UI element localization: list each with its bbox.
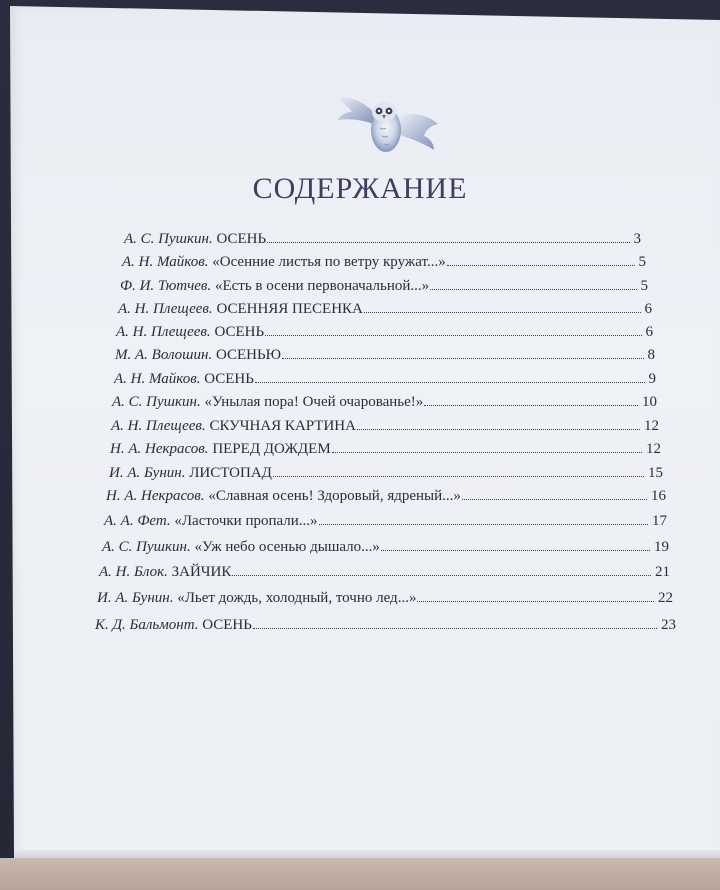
- toc-page-number: 12: [646, 441, 661, 457]
- dot-leader: [265, 334, 641, 336]
- dot-leader: [273, 475, 644, 477]
- toc-author: А. С. Пушкин.: [124, 231, 213, 247]
- toc-entry: [102, 534, 669, 556]
- dot-leader: [267, 241, 629, 243]
- dot-leader: [357, 428, 640, 430]
- toc-title: ОСЕННЯЯ ПЕСЕНКА: [216, 301, 363, 317]
- toc-author: Н. А. Некрасов.: [110, 441, 209, 457]
- dot-leader: [253, 627, 657, 629]
- dot-leader: [417, 600, 654, 602]
- toc-author: А. Н. Майков.: [122, 254, 209, 270]
- page-title: СОДЕРЖАНИЕ: [252, 172, 468, 205]
- toc-title: «Осенние листья по ветру кружат...»: [212, 254, 446, 270]
- toc-page-number: 17: [652, 513, 667, 529]
- toc-title: «Унылая пора! Очей очарованье!»: [204, 394, 424, 410]
- toc-title: ОСЕНЬ: [214, 324, 265, 340]
- toc-page-number: 6: [645, 324, 653, 340]
- dot-leader: [364, 311, 641, 313]
- toc-page-number: 3: [633, 231, 641, 247]
- toc-title: ЛИСТОПАД: [189, 465, 272, 481]
- toc-entry: [97, 585, 673, 607]
- toc-page-number: 10: [642, 394, 657, 410]
- toc-page-number: 5: [638, 254, 646, 270]
- dot-leader: [424, 404, 638, 406]
- toc-title: «Славная осень! Здоровый, ядреный...»: [208, 488, 461, 504]
- toc-page-number: 16: [651, 488, 666, 504]
- toc-page-number: 9: [648, 371, 656, 387]
- toc-title: «Есть в осени первоначальной...»: [214, 278, 430, 294]
- toc-entry: [124, 226, 641, 248]
- toc-page-number: 8: [647, 347, 655, 363]
- dot-leader: [381, 549, 650, 551]
- toc-entry: [116, 319, 653, 341]
- toc-author: К. Д. Бальмонт.: [95, 617, 199, 633]
- toc-entry: [106, 483, 666, 505]
- dot-leader: [232, 574, 651, 576]
- toc-entry: [110, 436, 661, 458]
- toc-author: Ф. И. Тютчев.: [120, 278, 212, 294]
- toc-entry: [104, 508, 667, 530]
- toc-author: А. С. Пушкин.: [112, 394, 201, 410]
- dot-leader: [255, 381, 645, 383]
- toc-title: СКУЧНАЯ КАРТИНА: [209, 418, 356, 434]
- toc-title: ОСЕНЬ: [202, 617, 252, 633]
- dot-leader: [447, 264, 635, 266]
- toc-author: А. Н. Майков.: [114, 371, 201, 387]
- toc-entry: [120, 273, 648, 295]
- toc-author: И. А. Бунин.: [97, 590, 174, 606]
- toc-author: А. Н. Плещеев.: [118, 301, 213, 317]
- toc-page-number: 23: [661, 617, 676, 633]
- toc-author: А. А. Фет.: [104, 513, 171, 529]
- toc-author: И. А. Бунин.: [109, 465, 186, 481]
- toc-title: «Ласточки пропали...»: [174, 513, 318, 529]
- toc-author: А. Н. Плещеев.: [111, 418, 206, 434]
- toc-page-number: 19: [654, 539, 669, 555]
- toc-title: «Льет дождь, холодный, точно лед...»: [177, 590, 417, 606]
- toc-page-number: 22: [658, 590, 673, 606]
- toc-entry: [112, 389, 657, 411]
- toc-title: ОСЕНЬ: [216, 231, 267, 247]
- toc-title: ОСЕНЬ: [204, 371, 254, 387]
- toc-author: А. С. Пушкин.: [102, 539, 191, 555]
- toc-entry: [115, 342, 655, 364]
- toc-title: «Уж небо осенью дышало...»: [194, 539, 380, 555]
- toc-page-number: 5: [640, 278, 648, 294]
- dot-leader: [430, 288, 636, 290]
- toc-author: М. А. Волошин.: [115, 347, 213, 363]
- dot-leader: [332, 451, 642, 453]
- toc-page-number: 6: [644, 301, 652, 317]
- toc-page-number: 15: [648, 465, 663, 481]
- toc-page-number: 21: [655, 564, 670, 580]
- toc-page-number: 12: [644, 418, 659, 434]
- dot-leader: [319, 523, 648, 525]
- toc-entry: [122, 249, 646, 271]
- toc-title: ЗАЙЧИК: [171, 564, 232, 580]
- dot-leader: [282, 357, 644, 359]
- toc-title: ПЕРЕД ДОЖДЕМ: [212, 441, 331, 457]
- toc-entry: [95, 612, 676, 634]
- dot-leader: [462, 498, 647, 500]
- toc-entry: [111, 413, 659, 435]
- toc-title: ОСЕНЬЮ: [215, 347, 281, 363]
- toc-author: А. Н. Блок.: [99, 564, 168, 580]
- toc-entry: [118, 296, 652, 318]
- toc-entry: [114, 366, 656, 388]
- toc-entry: [99, 559, 670, 581]
- toc-author: А. Н. Плещеев.: [116, 324, 211, 340]
- toc-entry: [109, 460, 663, 482]
- toc-author: Н. А. Некрасов.: [106, 488, 205, 504]
